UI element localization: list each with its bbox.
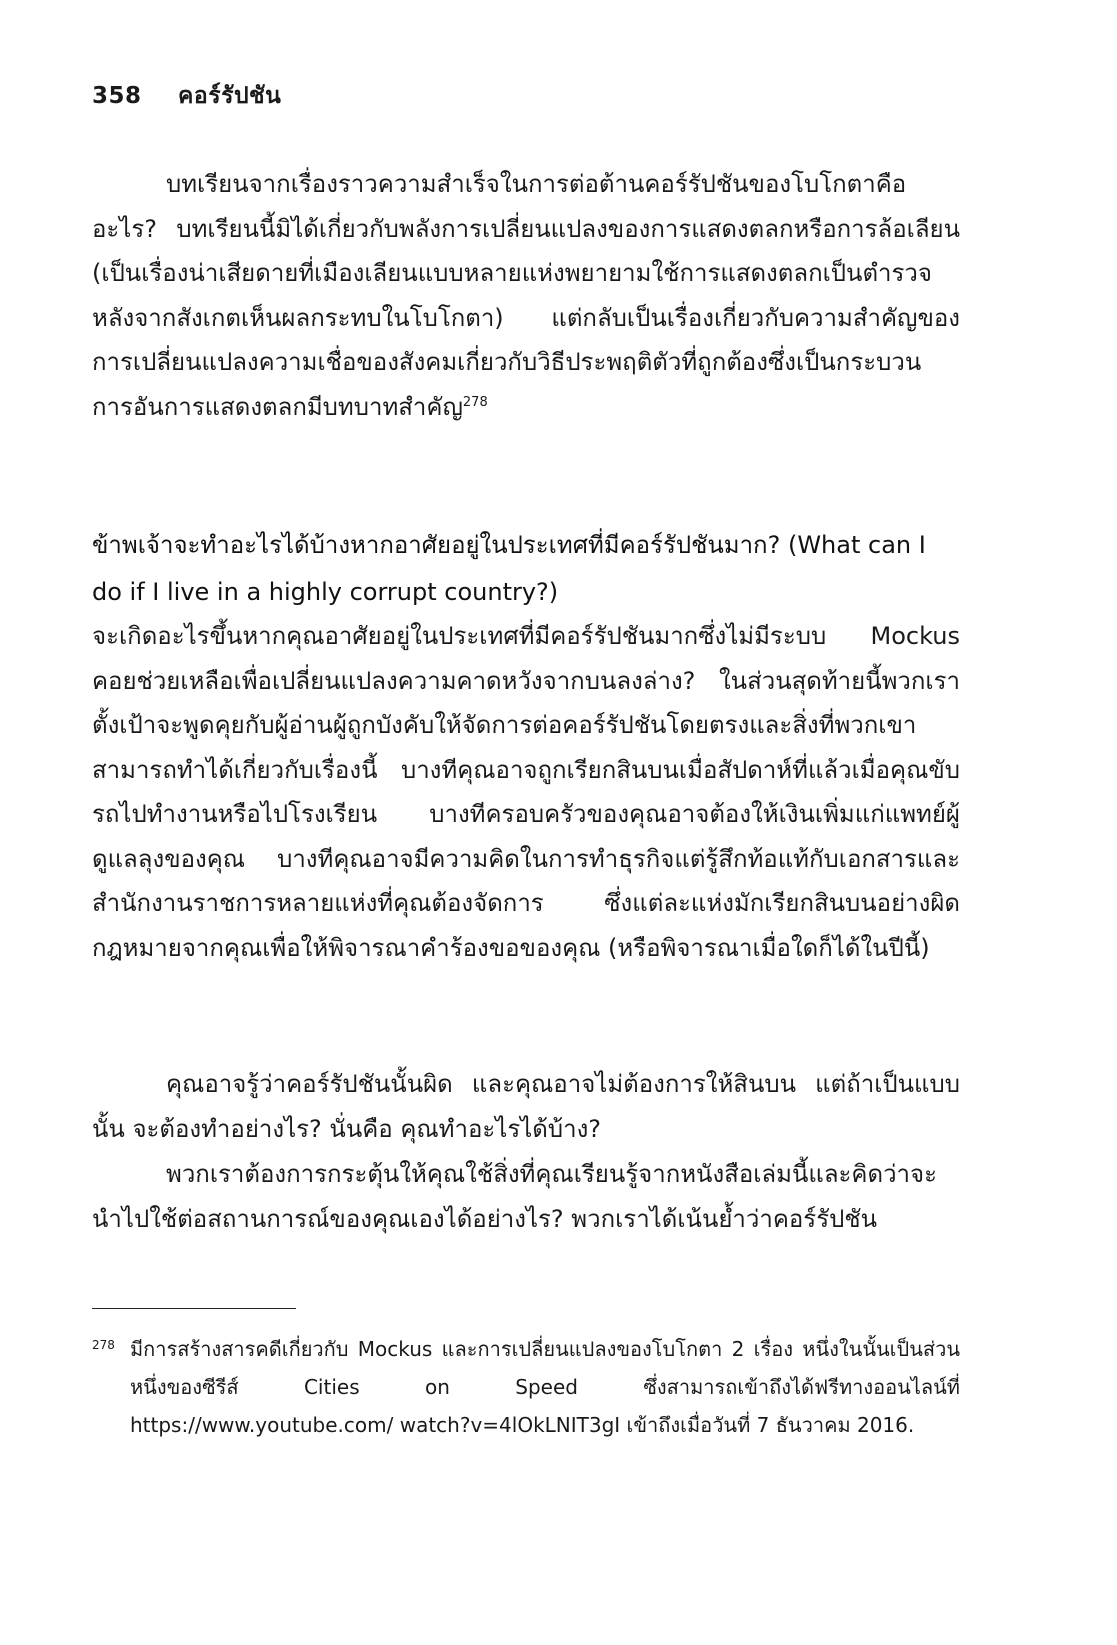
section-heading: ข้าพเจ้าจะทำอะไรได้บ้างหากอาศัยอยู่ในประเทศที่มีคอร์รัปชันมาก? (What can I do if I live in a highly corrupt country?) — [92, 530, 926, 606]
book-title: คอร์รัปชัน — [178, 83, 282, 109]
footnote-number: 278 — [92, 1338, 115, 1352]
paragraph-bogota-lesson — [92, 162, 960, 429]
paragraph-block-2 — [92, 614, 960, 970]
running-header — [92, 78, 281, 114]
footnote-divider — [92, 1308, 296, 1309]
paragraph-block-1 — [92, 162, 960, 429]
footnote-reference[interactable]: 278 — [462, 394, 488, 410]
paragraph-what-to-do: คุณอาจรู้ว่าคอร์รัปชันนั้นผิด และคุณอาจไม่ต้องการให้สินบน แต่ถ้าเป็นแบบนั้น จะต้องทำอย่างไร? นั่นคือ คุณทำอะไรได้บ้าง? — [92, 1070, 960, 1143]
paragraph-block-3 — [92, 1062, 960, 1151]
footnote-text: มีการสร้างสารคดีเกี่ยวกับ Mockus และการเปลี่ยนแปลงของโบโกตา 2 เรื่อง หนึ่งในนั้นเป็นส่วนหนึ่งของซีรีส์ Cities on Speed ซึ่งสามารถเข้าถึงได้ฟรีทางออนไลน์ที่ https://www.youtube.com/ watch?v=4lOkLNIT3gI เข้าถึงเมื่อวันที่ 7 ธันวาคม 2016. — [130, 1337, 960, 1437]
paragraph-corrupt-country: จะเกิดอะไรขึ้นหากคุณอาศัยอยู่ในประเทศที่มีคอร์รัปชันมากซึ่งไม่มีระบบ Mockus คอยช่วยเหลือเพื่อเปลี่ยนแปลงความคาดหวังจากบนลงล่าง? ในส่วนสุดท้ายนี้พวกเราตั้งเป้าจะพูดคุยกับผู้อ่านผู้ถูกบังคับให้จัดการต่อคอร์รัปชันโดยตรงและสิ่งที่พวกเขาสามารถทำได้เกี่ยวกับเรื่องนี้ บางทีคุณอาจถูกเรียกสินบนเมื่อสัปดาห์ที่แล้วเมื่อคุณขับรถไปทำงานหรือไปโรงเรียน บางทีครอบครัวของคุณอาจต้องให้เงินเพิ่มแก่แพทย์ผู้ดูแลลุงของคุณ บางทีคุณอาจมีความคิดในการทำธุรกิจแต่รู้สึกท้อแท้กับเอกสารและสำนักงานราชการหลายแห่งที่คุณต้องจัดการ ซึ่งแต่ละแห่งมักเรียกสินบนอย่างผิดกฎหมายจากคุณเพื่อให้พิจารณาคำร้องขอของคุณ (หรือพิจารณาเมื่อใดก็ได้ในปีนี้) — [92, 622, 960, 962]
paragraph-text: บทเรียนจากเรื่องราวความสำเร็จในการต่อต้านคอร์รัปชันของโบโกตาคืออะไร? บทเรียนนี้มิได้เกี่ยวกับพลังการเปลี่ยนแปลงของการแสดงตลกหรือการล้อเลียน (เป็นเรื่องน่าเสียดายที่เมืองเลียนแบบหลายแห่งพยายามใช้การแสดงตลกเป็นตำรวจหลังจากสังเกตเห็นผลกระทบในโบโกตา) แต่กลับเป็นเรื่องเกี่ยวกับความสำคัญของการเปลี่ยนแปลงความเชื่อของสังคมเกี่ยวกับวิธีประพฤติตัวที่ถูกต้องซึ่งเป็นกระบวนการอันการแสดงตลกมีบทบาทสำคัญ — [92, 170, 960, 421]
footnote — [92, 1330, 960, 1444]
page-number: 358 — [92, 83, 142, 109]
paragraph-apply-lessons: พวกเราต้องการกระตุ้นให้คุณใช้สิ่งที่คุณเรียนรู้จากหนังสือเล่มนี้และคิดว่าจะนำไปใช้ต่อสถานการณ์ของคุณเองได้อย่างไร? พวกเราได้เน้นย้ำว่าคอร์รัปชัน — [92, 1160, 937, 1233]
paragraph-block-4 — [92, 1152, 960, 1241]
